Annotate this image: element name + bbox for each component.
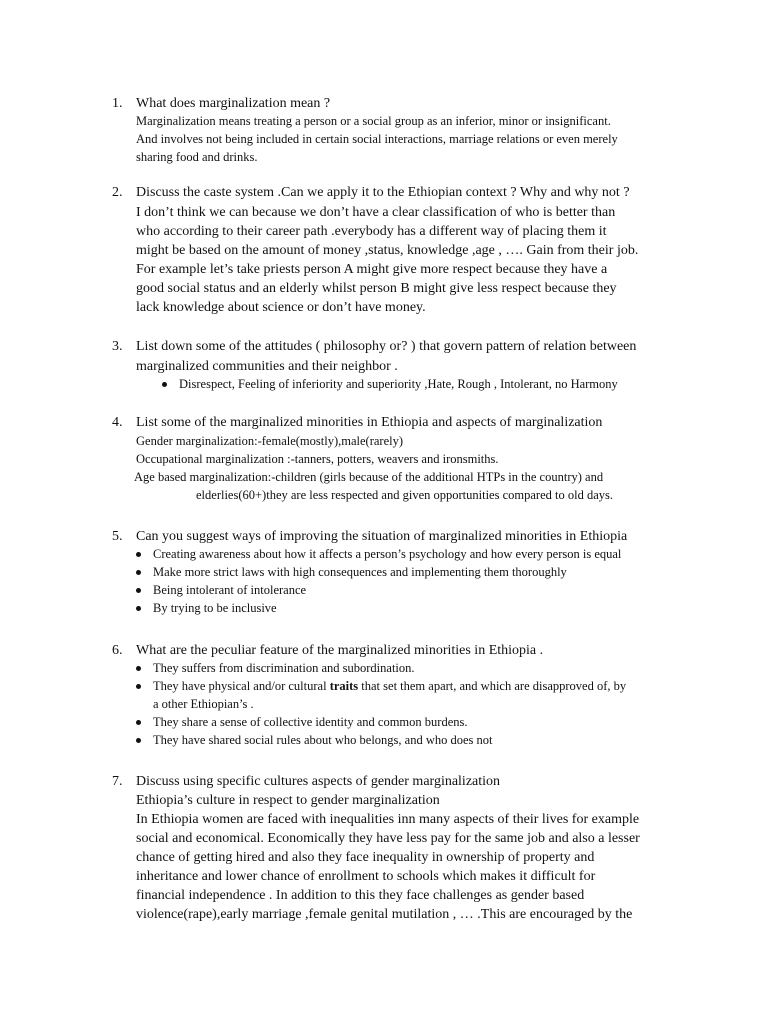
question-number: 2. [112, 185, 123, 200]
answer-line: might be based on the amount of money ,status, knowledge ,age , …. Gain from their job. [136, 243, 639, 258]
answer-line: For example let’s take priests person A might give more respect because they have a [136, 262, 608, 277]
question-text: List down some of the attitudes ( philosophy or? ) that govern pattern of relation between [136, 339, 637, 354]
list-item-text: that set them apart, and which are disapproved of, by [358, 679, 627, 693]
answer-line: elderlies(60+)they are less respected and given opportunities compared to old days. [196, 488, 613, 502]
list-item: Creating awareness about how it affects a person’s psychology and how every person is equal [134, 545, 694, 563]
answer-line: inheritance and lower chance of enrollment to schools which makes it difficult for [136, 869, 596, 884]
answer-4 [136, 432, 676, 504]
answer-line: I don’t think we can because we don’t have a clear classification of who is better than [136, 205, 616, 220]
answer-line: lack knowledge about science or don’t have money. [136, 300, 426, 315]
question-text: Discuss the caste system .Can we apply it to the Ethiopian context ? Why and why not ? [136, 185, 630, 200]
answer-line: In Ethiopia women are faced with inequalities inn many aspects of their lives for example [136, 812, 640, 827]
question-number: 5. [112, 529, 123, 544]
answer-line: social and economical. Economically they have less pay for the same job and also a lesser [136, 831, 640, 846]
answer-line: Age based marginalization:-children (girls because of the additional HTPs in the country) and [134, 470, 604, 484]
answer-line: Ethiopia’s culture in respect to gender marginalization [136, 793, 440, 808]
answer-line: Occupational marginalization :-tanners, potters, weavers and ironsmiths. [136, 452, 499, 466]
list-item: By trying to be inclusive [134, 599, 694, 617]
answer-line: who according to their career path .everybody has a different way of placing them it [136, 224, 607, 239]
question-text: What does marginalization mean ? [136, 96, 331, 111]
bullet-list [160, 375, 720, 393]
question-text: What are the peculiar feature of the marginalized minorities in Ethiopia . [136, 643, 544, 658]
answer-line: financial independence . In addition to this they face challenges as gender based [136, 888, 585, 903]
list-item: They share a sense of collective identity and common burdens. [134, 713, 694, 731]
list-item-text: They have physical and/or cultural [153, 679, 330, 693]
question-text-continued: marginalized communities and their neighbor . [136, 359, 398, 374]
question-number: 3. [112, 339, 123, 354]
bold-text: traits [329, 679, 359, 693]
list-item-text: a other Ethiopian’s . [153, 697, 254, 711]
bullet-list [134, 545, 694, 617]
list-item: Disrespect, Feeling of inferiority and superiority ,Hate, Rough , Intolerant, no Harmony [160, 375, 720, 393]
question-number: 6. [112, 643, 123, 658]
answer-line: chance of getting hired and also they face inequality in ownership of property and [136, 850, 595, 865]
question-number: 1. [112, 96, 123, 111]
answer-line: violence(rape),early marriage ,female genital mutilation , … .This are encouraged by the [136, 907, 633, 922]
answer-1 [136, 112, 676, 166]
list-item: Make more strict laws with high consequences and implementing them thoroughly [134, 563, 694, 581]
list-item: Being intolerant of intolerance [134, 581, 694, 599]
question-text: Discuss using specific cultures aspects of gender marginalization [136, 774, 501, 789]
answer-2 [136, 203, 666, 317]
question-number: 4. [112, 415, 123, 430]
question-text: List some of the marginalized minorities in Ethiopia and aspects of marginalization [136, 415, 603, 430]
question-text: Can you suggest ways of improving the situation of marginalized minorities in Ethiopia [136, 529, 628, 544]
answer-line: Marginalization means treating a person or a social group as an inferior, minor or insignificant. [136, 114, 611, 128]
list-item: They have shared social rules about who belongs, and who does not [134, 731, 694, 749]
answer-line: And involves not being included in certain social interactions, marriage relations or even merely [136, 132, 618, 146]
bullet-list [134, 659, 694, 749]
question-number: 7. [112, 774, 123, 789]
answer-line: sharing food and drinks. [136, 150, 258, 164]
list-item: They suffers from discrimination and subordination. [134, 659, 694, 677]
answer-7 [136, 791, 666, 924]
answer-line: good social status and an elderly whilst person B might give less respect because they [136, 281, 617, 296]
list-item [134, 677, 694, 713]
answer-line: Gender marginalization:-female(mostly),male(rarely) [136, 434, 404, 448]
